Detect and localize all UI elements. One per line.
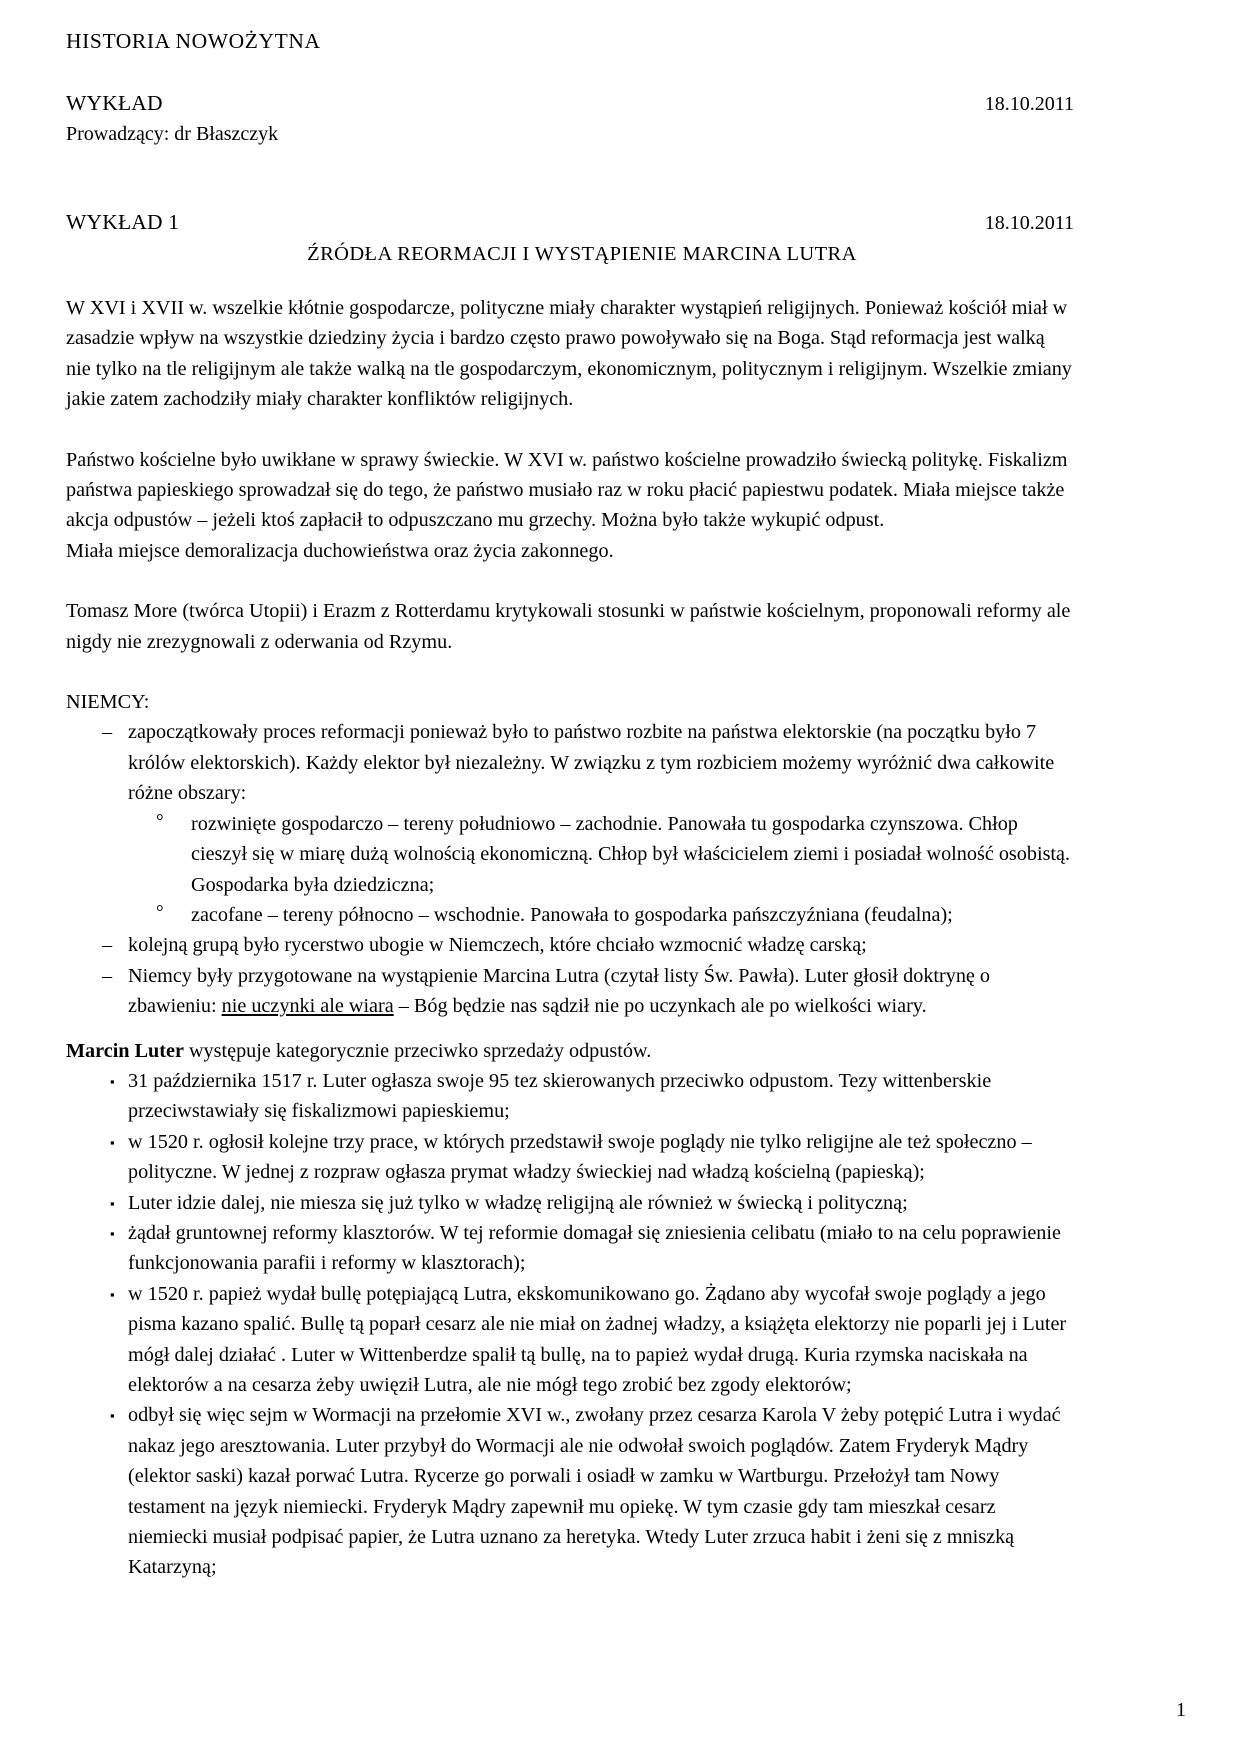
paragraph-3: Miała miejsce demoralizacja duchowieństwa oraz życia zakonnego. — [66, 539, 614, 562]
list-item — [66, 1127, 1074, 1188]
page-number: 1 — [1176, 1699, 1186, 1721]
list-item-text: rozwinięte gospodarczo – tereny południowo – zachodnie. Panowała tu gospodarka czynszowa. Chłop cieszył się w miarę dużą wolnością ekonomiczną. Chłop był właścicielem ziemi i posiadał wolność osobistą. Gospodarka była dziedziczna; — [191, 812, 1071, 896]
list-item — [66, 1066, 1074, 1127]
list-item — [128, 900, 1074, 930]
square-bullet-icon: ▪ — [110, 1225, 115, 1241]
paragraph-1: W XVI i XVII w. wszelkie kłótnie gospodarcze, polityczne miały charakter wystąpień religijnych. Ponieważ kościół miał w zasadzie wpływ na wszystkie dziedziny życia i bardzo często prawo powoływało się na Boga. Stąd reformacja jest walką nie tylko na tle religijnym ale także walką na tle gospodarczym, ekonomicznym, politycznym i religijnym. Wszelkie zmiany jakie zatem zachodziły miały charakter konfliktów religijnych. — [66, 297, 1072, 411]
niemcy-label: NIEMCY: — [66, 691, 150, 714]
dash-bullet-icon: – — [102, 721, 113, 744]
header-spacer — [66, 149, 1074, 207]
list-item — [66, 1279, 1074, 1401]
document-content — [66, 26, 1074, 1583]
list-item-text: zacofane – tereny północno – wschodnie. Panowała to gospodarka pańszczyźniana (feudalna); — [191, 903, 953, 926]
list-item — [128, 809, 1074, 900]
list-item — [66, 1218, 1074, 1279]
document-heading: HISTORIA NOWOŻYTNA — [66, 29, 321, 53]
underlined-phrase: nie uczynki ale wiara — [221, 995, 394, 1018]
lecture-number: WYKŁAD 1 — [66, 210, 180, 234]
list-item-text: zapoczątkowały proces reformacji ponieważ było to państwo rozbite na państwa elektorskie (na początku było 7 królów elektorskich). Każdy elektor był niezależny. W związku z tym rozbiciem możemy wyróżnić dwa całkowite różne obszary: — [128, 721, 1055, 805]
list-spacer — [66, 1022, 1074, 1036]
paragraph-spacer-2 — [66, 566, 1074, 596]
title-spacer — [66, 269, 1074, 293]
paragraph-2: Państwo kościelne było uwikłane w sprawy świeckie. W XVI w. państwo kościelne prowadziło świecką politykę. Fiskalizm państwa papieskiego sprowadzał się do tego, że państwo musiało raz w roku płacić papiestwu podatek. Miała miejsce także akcja odpustów – jeżeli ktoś zapłacił to odpuszczano mu grzechy. Można było także wykupić odpust. — [66, 448, 1068, 532]
conductor-line: Prowadzący: dr Błaszczyk — [66, 123, 279, 145]
header-date: 18.10.2011 — [984, 93, 1074, 115]
ring-bullet-icon: ° — [156, 810, 164, 832]
list-item — [66, 961, 1074, 1022]
lecture-date: 18.10.2011 — [984, 212, 1074, 234]
list-item-text: Luter idzie dalej, nie miesza się już tylko w władzę religijną ale również w świecką i polityczną; — [128, 1191, 908, 1214]
ring-bullet-icon: ° — [156, 901, 164, 923]
list-item-text: w 1520 r. papież wydał bullę potępiającą Lutra, ekskomunikowano go. Żądano aby wycofał swoje poglądy a jego pisma kazano spalić. Bullę tą poparł cesarz ale nie miał on żadnej władzy, a książęta elektorzy nie poparli jej i Luter mógł dalej działać . Luter w Wittenberdze spalił tą bullę, na to papież wydał drugą. Kuria rzymska naciskała na elektorów a na cesarza żeby uwięził Lutra, ale nie mógł tego zrobić bez zgody elektorów; — [128, 1282, 1067, 1396]
list-item-text-part1: Niemcy były przygotowane na wystąpienie Marcina Lutra (czytał listy Św. Pawła). Luter głosił doktrynę o zbawieniu: — [128, 964, 991, 1018]
luter-name-bold: Marcin Luter — [66, 1039, 184, 1062]
list-item-text-part2: – Bóg będzie nas sądził nie po uczynkach ale po wielkości wiary. — [393, 995, 927, 1018]
list-item-text: w 1520 r. ogłosił kolejne trzy prace, w których przedstawił swoje poglądy nie tylko religijne ale też społeczno – polityczne. W jednej z rozpraw ogłasza prymat władzy świeckiej nad władzą kościelną (papieską); — [128, 1130, 1032, 1184]
luter-lead-rest: występuje kategorycznie przeciwko sprzedaży odpustów. — [183, 1039, 652, 1062]
list-item-text: odbył się więc sejm w Wormacji na przełomie XVI w., zwołany przez cesarza Karola V żeby potępić Lutra i wydać nakaz jego aresztowania. Luter przybył do Wormacji ale nie odwołał swoich poglądów. Zatem Fryderyk Mądry (elektor saski) kazał porwać Lutra. Rycerze go porwali i osiadł w zamku w Wartburgu. Przełożył tam Nowy testament na język niemiecki. Fryderyk Mądry zapewnił mu opiekę. W tym czasie gdy tam mieszkał cesarz niemiecki musiał podpisać papier, że Lutra uznano za heretyka. Wtedy Luter zrzuca habit i żeni się z mniszką Katarzyną; — [128, 1404, 1061, 1579]
niemcy-sublist — [128, 809, 1074, 931]
paragraph-4: Tomasz More (twórca Utopii) i Erazm z Rotterdamu krytykowali stosunki w państwie kościelnym, proponowali reformy ale nigdy nie zrezygnowali z oderwania od Rzymu. — [66, 600, 1071, 653]
luter-list — [66, 1066, 1074, 1583]
lecture-header-row — [66, 88, 1074, 120]
luter-lead-paragraph — [66, 1036, 1074, 1066]
dash-bullet-icon: – — [102, 934, 113, 957]
square-bullet-icon: ▪ — [110, 1195, 115, 1211]
square-bullet-icon: ▪ — [110, 1286, 115, 1302]
square-bullet-icon: ▪ — [110, 1073, 115, 1089]
section-title: ŹRÓDŁA REORMACJI I WYSTĄPIENIE MARCINA LUTRA — [307, 243, 857, 265]
list-item — [66, 930, 1074, 960]
list-item — [66, 717, 1074, 930]
paragraph-spacer-1 — [66, 415, 1074, 445]
square-bullet-icon: ▪ — [110, 1408, 115, 1424]
list-item-text: żądał gruntownej reformy klasztorów. W tej reformie domagał się zniesienia celibatu (miało to na celu poprawienie funkcjonowania parafii i reformy w klasztorach); — [128, 1221, 1061, 1275]
square-bullet-icon: ▪ — [110, 1134, 115, 1150]
list-item-text: kolejną grupą było rycerstwo ubogie w Niemczech, które chciało wzmocnić władzę carską; — [128, 934, 867, 957]
lecture-number-row — [66, 207, 1074, 239]
list-item-text: 31 października 1517 r. Luter ogłasza swoje 95 tez skierowanych przeciwko odpustom. Tezy wittenberskie przeciwstawiały się fiskalizmowi papieskiemu; — [128, 1069, 992, 1123]
lecture-label: WYKŁAD — [66, 91, 163, 115]
niemcy-list — [66, 717, 1074, 1021]
list-item — [66, 1188, 1074, 1218]
paragraph-spacer-3 — [66, 657, 1074, 687]
list-item — [66, 1400, 1074, 1582]
dash-bullet-icon: – — [102, 964, 113, 987]
